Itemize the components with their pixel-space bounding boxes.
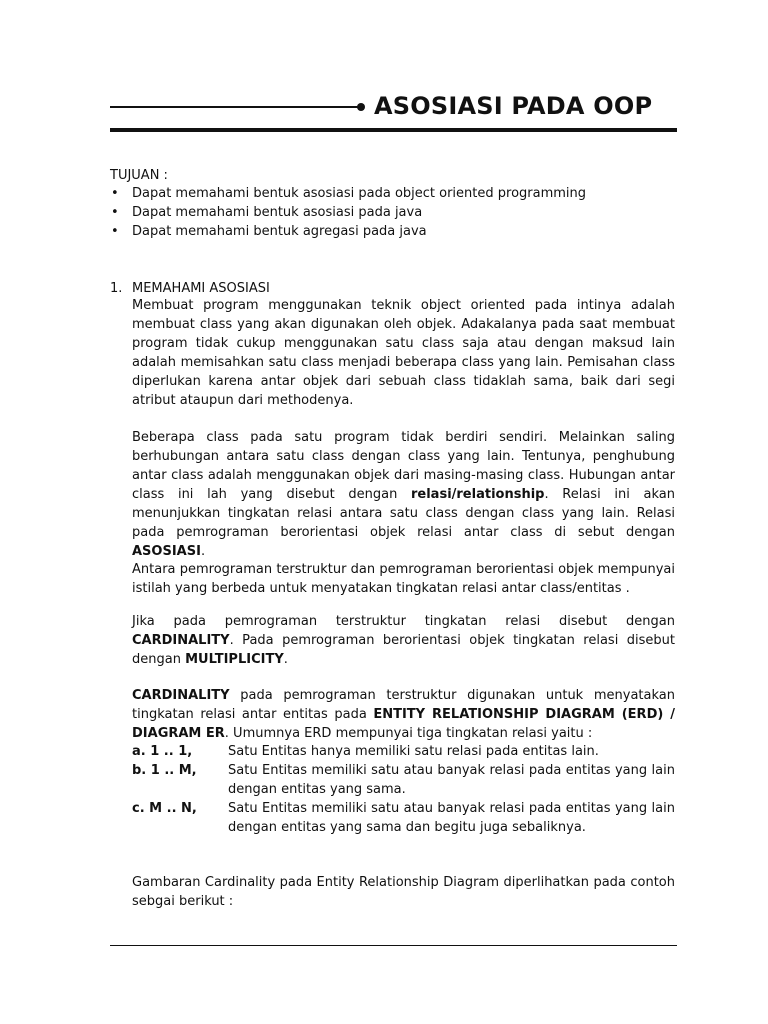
- bullet-icon: •: [111, 186, 119, 201]
- text-run: . Relasi ini akan menunjukkan tingkatan relasi antara satu class dengan class yang lain. Relasi pada pemrograman berorientasi objek relasi antar class di sebut dengan: [132, 487, 676, 540]
- term-cardinality: CARDINALITY: [132, 633, 230, 648]
- goal-text: Dapat memahami bentuk asosiasi pada object oriented programming: [132, 186, 587, 201]
- goals-heading: TUJUAN :: [110, 168, 168, 183]
- title-rule-thin: [110, 106, 362, 108]
- cardinality-label: c. M .. N,: [132, 801, 197, 816]
- cardinality-description: Satu Entitas memiliki satu atau banyak relasi pada entitas yang lain dengan entitas yang sama.: [228, 763, 675, 797]
- section-number: 1.: [110, 281, 123, 296]
- cardinality-description: Satu Entitas hanya memiliki satu relasi pada entitas lain.: [228, 744, 599, 759]
- text-run: . Umumnya ERD mempunyai tiga tingkatan relasi yaitu :: [224, 726, 593, 741]
- paragraph-intro: [132, 296, 675, 410]
- term-multiplicity: MULTIPLICITY: [185, 652, 284, 667]
- footer-rule: [110, 945, 677, 946]
- cardinality-list: [132, 742, 675, 837]
- page-title: ASOSIASI PADA OOP: [374, 92, 653, 120]
- text-run: . Pada pemrograman berorientasi objek tingkatan relasi disebut dengan: [132, 633, 675, 667]
- paragraph-cardinality-multiplicity: [132, 612, 675, 669]
- paragraph-erd: [132, 686, 675, 743]
- bullet-icon: •: [111, 224, 119, 239]
- paragraph-text: Gambaran Cardinality pada Entity Relationship Diagram diperlihatkan pada contoh sebgai berikut :: [132, 875, 675, 909]
- text-run: .: [283, 652, 288, 667]
- goal-text: Dapat memahami bentuk agregasi pada java: [132, 224, 427, 239]
- text-run: Beberapa class pada satu program tidak berdiri sendiri. Melainkan saling berhubungan antara satu class dengan class yang lain. Tentunya, penghubung antar class adalah menggunakan objek dari masing-masing class. Hubungan antar class ini lah yang disebut dengan: [132, 430, 675, 502]
- cardinality-label: a. 1 .. 1,: [132, 744, 193, 759]
- cardinality-item: [132, 742, 675, 761]
- section-title: MEMAHAMI ASOSIASI: [132, 281, 270, 296]
- bullet-icon: •: [111, 205, 119, 220]
- goal-item: [110, 203, 670, 222]
- paragraph-text: [132, 612, 675, 669]
- term-asosiasi: ASOSIASI: [132, 544, 201, 559]
- goal-text: Dapat memahami bentuk asosiasi pada java: [132, 205, 423, 220]
- paragraph-text: [132, 428, 675, 561]
- text-run: pada pemrograman terstruktur digunakan untuk menyatakan tingkatan relasi antar entitas pada: [132, 688, 675, 722]
- paragraph-terms: [132, 560, 675, 598]
- term-cardinality: CARDINALITY: [132, 688, 230, 703]
- cardinality-label: b. 1 .. M,: [132, 763, 197, 778]
- cardinality-item: [132, 761, 675, 799]
- goals-list: [110, 184, 670, 241]
- goal-item: [110, 184, 670, 203]
- paragraph-text: Antara pemrograman terstruktur dan pemrograman berorientasi objek mempunyai istilah yang berbeda untuk menyatakan tingkatan relasi antar class/entitas .: [132, 562, 675, 596]
- title-rule-thick: [110, 128, 677, 132]
- title-rule-dot: [357, 103, 365, 111]
- paragraph-text: Membuat program menggunakan teknik object oriented pada intinya adalah membuat class yang akan digunakan oleh objek. Adakalanya pada saat membuat program tidak cukup menggunakan satu class saja atau dengan maksud lain adalah memisahkan satu class menjadi beberapa class yang lain. Pemisahan class diperlukan karena antar objek dari sebuah class tidaklah sama, baik dari segi atribut ataupun dari methodenya.: [132, 298, 675, 408]
- paragraph-text: [132, 686, 675, 743]
- cardinality-item: [132, 799, 675, 837]
- text-run: Jika pada pemrograman terstruktur tingkatan relasi disebut dengan: [132, 614, 675, 629]
- term-erd: ENTITY RELATIONSHIP DIAGRAM (ERD) / DIAGRAM ER: [132, 707, 675, 741]
- term-relationship: relasi/relationship: [411, 487, 545, 502]
- goal-item: [110, 222, 670, 241]
- text-run: .: [200, 544, 206, 559]
- paragraph-erd-example: [132, 873, 675, 911]
- paragraph-relationship: [132, 428, 675, 561]
- cardinality-description: Satu Entitas memiliki satu atau banyak relasi pada entitas yang lain dengan entitas yang sama dan begitu juga sebaliknya.: [228, 801, 675, 835]
